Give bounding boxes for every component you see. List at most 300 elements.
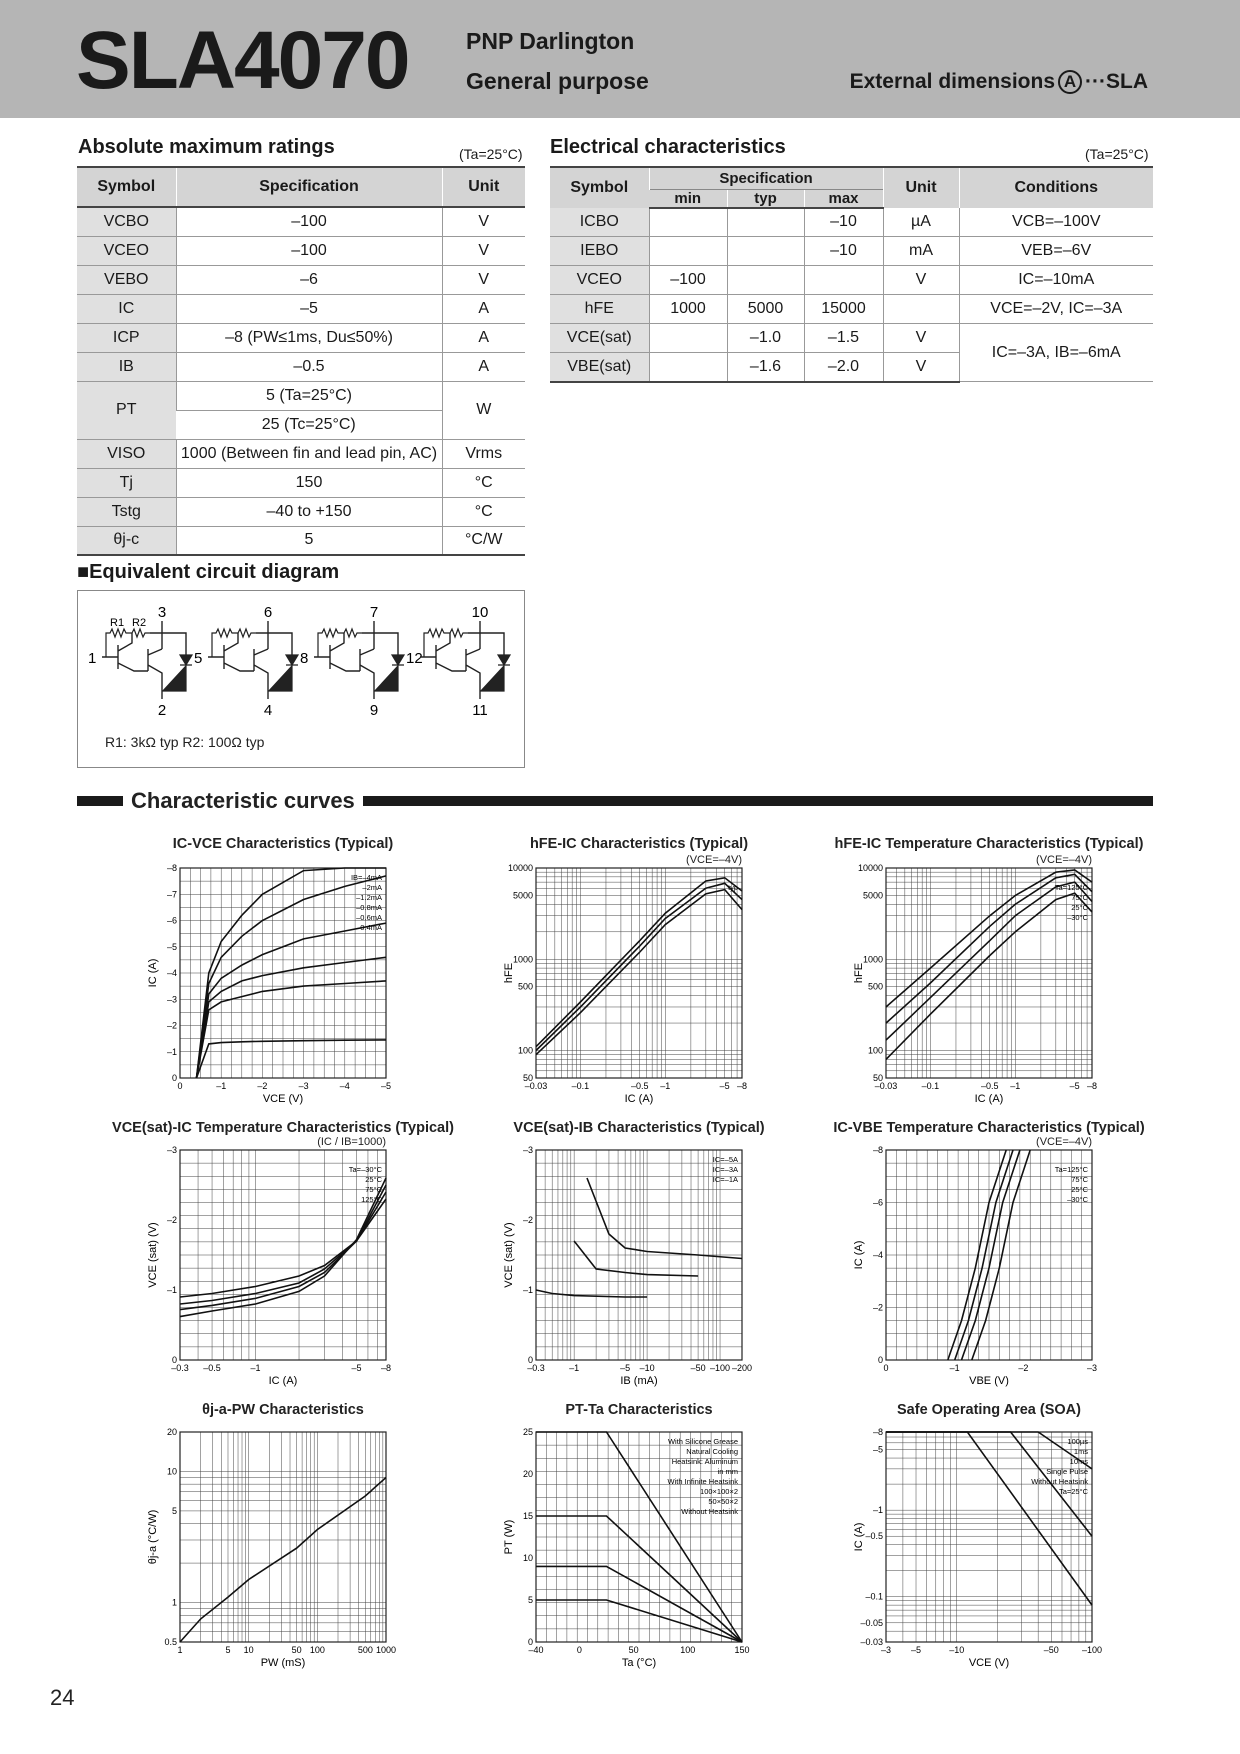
condition-cell: VEB=–6V	[959, 237, 1153, 266]
x-tick-label: –10	[639, 1363, 655, 1373]
y-tick-label: 0	[527, 1637, 533, 1647]
spec-cell: 25 (Tc=25°C)	[176, 410, 442, 439]
resistor-values-note: R1: 3kΩ typ R2: 100Ω typ	[105, 734, 265, 750]
symbol-cell: Tj	[77, 468, 176, 497]
x-tick-label: –3	[1086, 1363, 1098, 1373]
ele-header-symbol: Symbol	[550, 167, 649, 208]
chart-title: VCE(sat)-IB Characteristics (Typical)	[513, 1120, 765, 1136]
pin-label: 5	[194, 650, 203, 667]
chart-annotation: 25°C	[1071, 903, 1088, 912]
y-axis-label: PT (W)	[503, 1519, 515, 1555]
chart-plot	[853, 1427, 1103, 1669]
symbol-cell: VISO	[77, 439, 176, 468]
chart-annotation: –0.6mA	[356, 913, 382, 922]
darlington-unit	[300, 604, 404, 719]
symbol-cell: VCEO	[77, 236, 176, 265]
x-tick-label: –0.5	[630, 1081, 649, 1091]
y-tick-label: –4	[166, 968, 177, 978]
page-number: 24	[50, 1685, 75, 1710]
header-band	[0, 0, 1240, 118]
chart-plot	[853, 1145, 1098, 1387]
condition-cell: VCE=–2V, IC=–3A	[959, 295, 1153, 324]
chart-annotation: –0.8mA	[356, 903, 382, 912]
table-row	[550, 295, 1153, 324]
y-tick-label: 1000	[862, 954, 883, 965]
typ-cell: 5000	[727, 295, 804, 324]
external-dimensions-label: External dimensions	[849, 70, 1056, 93]
series-line	[180, 1192, 386, 1304]
chart-annotation: Ta=125°C	[1054, 1165, 1088, 1174]
r2-label: R2	[132, 617, 147, 629]
elec-char-table	[550, 166, 1153, 383]
max-cell: –10	[804, 237, 883, 266]
plot-frame	[886, 868, 1092, 1078]
y-tick-label: –5	[166, 941, 177, 952]
part-number: SLA4070	[76, 15, 409, 106]
x-tick-label: –0.3	[527, 1363, 545, 1373]
x-axis-label: IC (A)	[624, 1093, 654, 1105]
min-cell	[649, 353, 727, 382]
pin-label: 7	[369, 604, 379, 621]
y-tick-label: 500	[867, 981, 883, 992]
x-tick-label: –10	[949, 1645, 965, 1655]
unit-cell: V	[442, 236, 525, 265]
x-axis-label: VCE (V)	[262, 1093, 304, 1105]
chart-annotation: –1.2mA	[356, 893, 382, 902]
y-tick-label: 100	[867, 1045, 883, 1056]
y-tick-label: –2	[166, 1020, 177, 1031]
symbol-cell: θj-c	[77, 526, 176, 555]
chart-title: hFE-IC Characteristics (Typical)	[529, 836, 749, 852]
y-axis-label: IC (A)	[853, 1240, 865, 1270]
x-tick-label: 500	[357, 1645, 373, 1655]
chart-plot	[147, 1427, 397, 1669]
chart-annotation: Single Pulse	[1046, 1467, 1088, 1476]
chart-annotation: typ	[727, 883, 738, 892]
series-line	[536, 878, 742, 1047]
table-row	[77, 439, 525, 468]
x-tick-label: –100	[710, 1363, 731, 1373]
unit-cell: V	[442, 265, 525, 294]
y-tick-label: 25	[522, 1427, 533, 1437]
x-tick-label: 1	[177, 1645, 183, 1655]
y-axis-label: VCE (sat) (V)	[503, 1222, 515, 1288]
y-axis-label: VCE (sat) (V)	[147, 1222, 159, 1288]
x-axis-label: VCE (V)	[968, 1657, 1010, 1669]
y-tick-label: 5	[171, 1505, 177, 1516]
grid	[886, 1432, 1092, 1642]
resistor	[424, 629, 468, 657]
grid	[886, 868, 1092, 1078]
y-tick-label: 5000	[512, 890, 533, 901]
y-tick-label: 15	[522, 1511, 533, 1521]
y-axis-label: IC (A)	[147, 958, 159, 988]
x-tick-label: 100	[680, 1645, 696, 1655]
device-type: PNP Darlington	[466, 28, 635, 54]
chart-plot	[853, 863, 1098, 1105]
grid	[536, 1150, 742, 1360]
x-tick-label: 0	[576, 1645, 582, 1655]
table-row	[77, 294, 525, 323]
table-row	[550, 237, 1153, 266]
max-cell: –2.0	[804, 353, 883, 382]
y-tick-label: 1	[171, 1597, 177, 1608]
table-row	[77, 381, 525, 410]
symbol-cell: PT	[77, 381, 176, 439]
chart-annotation: Ta=125°C	[1054, 883, 1088, 892]
x-tick-label: –40	[528, 1645, 544, 1655]
x-tick-label: –8	[736, 1081, 748, 1091]
spec-cell: –100	[176, 207, 442, 236]
chart-annotation: 1ms	[1073, 1447, 1088, 1456]
table-row	[77, 352, 525, 381]
pin-label: 4	[263, 702, 273, 719]
pin-label: 1	[88, 650, 97, 667]
unit-cell: V	[883, 353, 959, 382]
chart-annotation: 125°C	[361, 1195, 382, 1204]
transistor-2	[466, 649, 480, 699]
min-cell: –100	[649, 266, 727, 295]
pin-label: 12	[406, 650, 423, 667]
series-line	[180, 1185, 386, 1310]
ele-header-max: max	[804, 189, 883, 208]
x-tick-label: –4	[339, 1081, 350, 1091]
chart-title: θj-a-PW Characteristics	[202, 1402, 364, 1418]
ele-header-conditions: Conditions	[959, 167, 1153, 208]
plot-frame	[886, 1432, 1092, 1642]
transistor-1	[420, 633, 466, 671]
series-line	[180, 1199, 386, 1297]
y-tick-label: –8	[872, 1145, 883, 1155]
spec-cell: 5 (Ta=25°C)	[176, 381, 442, 410]
condition-cell: VCB=–100V	[959, 208, 1153, 237]
symbol-cell: VEBO	[77, 265, 176, 294]
chart-condition: (VCE=–4V)	[1036, 854, 1092, 866]
x-tick-label: –1	[216, 1081, 227, 1091]
grid	[886, 1150, 1092, 1360]
max-cell: –1.5	[804, 324, 883, 353]
transistor-1	[208, 633, 254, 671]
x-tick-label: –8	[1086, 1081, 1098, 1091]
x-tick-label: –0.03	[524, 1081, 548, 1091]
symbol-cell: hFE	[550, 295, 649, 324]
y-tick-label: –0.05	[860, 1617, 883, 1628]
min-cell	[649, 324, 727, 353]
chart-plot	[503, 1427, 750, 1669]
y-tick-label: –1	[872, 1505, 883, 1516]
table-row	[550, 208, 1153, 237]
unit-cell: Vrms	[442, 439, 525, 468]
x-tick-label: 50	[291, 1645, 302, 1655]
x-axis-label: IC (A)	[268, 1375, 298, 1387]
x-tick-label: –3	[880, 1645, 892, 1655]
y-tick-label: 100	[517, 1045, 533, 1056]
table-row	[77, 236, 525, 265]
typ-cell	[727, 208, 804, 237]
y-tick-label: –0.03	[860, 1637, 883, 1647]
transistor-1	[314, 633, 360, 671]
series-line	[197, 1040, 387, 1078]
y-tick-label: –8	[166, 863, 177, 873]
elec-char-title: Electrical characteristics	[550, 136, 786, 158]
y-axis-label: θj-a (°C/W)	[147, 1509, 159, 1565]
x-axis-label: IB (mA)	[620, 1375, 658, 1387]
y-tick-label: 50	[872, 1073, 883, 1083]
ele-header-typ: typ	[727, 189, 804, 208]
x-tick-label: –1	[949, 1363, 960, 1373]
series-line	[180, 1178, 386, 1317]
circled-a-icon: A	[1058, 70, 1082, 94]
x-tick-label: 50	[628, 1645, 639, 1655]
x-tick-label: –100	[1081, 1645, 1103, 1655]
series-line	[886, 874, 1092, 1023]
abs-header-unit: Unit	[442, 167, 525, 207]
grid	[180, 1150, 386, 1360]
chart-plot	[147, 863, 392, 1105]
x-tick-label: –0.5	[203, 1363, 221, 1373]
y-tick-label: –1	[166, 1285, 177, 1295]
y-tick-label: –8	[872, 1427, 883, 1437]
series-line	[574, 1241, 698, 1276]
y-tick-label: –0.1	[865, 1591, 883, 1602]
chart-annotation: 75°C	[365, 1185, 382, 1194]
grid	[536, 868, 742, 1078]
y-tick-label: –2	[872, 1302, 883, 1313]
abs-max-table	[77, 166, 525, 556]
series-line	[180, 1478, 386, 1643]
unit-cell: A	[442, 323, 525, 352]
y-tick-label: –5	[872, 1444, 883, 1455]
pin-label: 8	[300, 650, 309, 667]
abs-max-condition: (Ta=25°C)	[459, 146, 523, 162]
spec-cell: –5	[176, 294, 442, 323]
grid	[180, 868, 386, 1078]
symbol-cell: ICBO	[550, 208, 649, 237]
unit-cell	[883, 295, 959, 324]
max-cell: 15000	[804, 295, 883, 324]
x-tick-label: –50	[690, 1363, 706, 1373]
y-tick-label: 0.5	[164, 1637, 177, 1647]
ele-header-min: min	[649, 189, 727, 208]
symbol-cell: Tstg	[77, 497, 176, 526]
diode	[162, 655, 192, 691]
chart-annotation: 25°C	[365, 1175, 382, 1184]
spec-cell: –8 (PW≤1ms, Du≤50%)	[176, 323, 442, 352]
x-tick-label: –5	[351, 1363, 362, 1373]
y-axis-label: IC (A)	[853, 1522, 865, 1552]
chart-annotation: –30°C	[1067, 1195, 1088, 1204]
max-cell	[804, 266, 883, 295]
spec-cell: 5	[176, 526, 442, 555]
x-tick-label: –1	[1010, 1081, 1021, 1091]
diode	[374, 655, 404, 691]
resistor	[106, 629, 150, 657]
x-tick-label: –1	[569, 1363, 580, 1373]
y-tick-label: –2	[522, 1215, 533, 1225]
max-cell: –10	[804, 208, 883, 237]
series-line	[587, 1178, 742, 1259]
ele-header-spec: Specification	[649, 167, 883, 189]
diode	[268, 655, 298, 691]
y-tick-label: –7	[166, 889, 177, 900]
unit-cell: V	[883, 324, 959, 353]
x-tick-label: 0	[883, 1363, 889, 1373]
y-tick-label: –3	[522, 1145, 533, 1155]
chart-annotation: Ta=25°C	[1058, 1487, 1088, 1496]
chart-title: IC-VCE Characteristics (Typical)	[172, 836, 394, 852]
table-row	[550, 266, 1153, 295]
x-tick-label: 1000	[375, 1645, 397, 1655]
symbol-cell: VCEO	[550, 266, 649, 295]
diode	[480, 655, 510, 691]
y-tick-label: –1	[166, 1046, 177, 1057]
typ-cell: –1.0	[727, 324, 804, 353]
symbol-cell: VCBO	[77, 207, 176, 236]
abs-header-symbol: Symbol	[77, 167, 176, 207]
ele-header-unit: Unit	[883, 167, 959, 208]
symbol-cell: IEBO	[550, 237, 649, 266]
circuit-diagram	[78, 591, 524, 721]
y-tick-label: –4	[872, 1250, 883, 1260]
x-tick-label: –0.3	[171, 1363, 189, 1373]
chart-annotation: –30°C	[1067, 913, 1088, 922]
table-row	[550, 324, 1153, 353]
chart-condition: (VCE=–4V)	[686, 854, 742, 866]
y-tick-label: 10	[522, 1553, 533, 1563]
y-tick-label: 5000	[862, 890, 883, 901]
chart-annotation: With Infinite Heatsink	[667, 1477, 738, 1486]
transistor-2	[360, 649, 374, 699]
abs-header-spec: Specification	[176, 167, 442, 207]
y-axis-label: hFE	[503, 962, 515, 984]
elec-char-condition: (Ta=25°C)	[1085, 146, 1149, 162]
x-tick-label: –5	[719, 1081, 730, 1091]
unit-cell: V	[883, 266, 959, 295]
unit-cell: °C/W	[442, 526, 525, 555]
unit-cell: mA	[883, 237, 959, 266]
spec-cell: –40 to +150	[176, 497, 442, 526]
condition-cell: IC=–10mA	[959, 266, 1153, 295]
min-cell	[649, 237, 727, 266]
unit-cell: °C	[442, 468, 525, 497]
y-tick-label: 50	[522, 1073, 533, 1083]
y-tick-label: 0	[527, 1355, 533, 1365]
y-axis-label: hFE	[853, 962, 865, 984]
chart-plot	[503, 1145, 753, 1387]
typ-cell	[727, 237, 804, 266]
condition-cell: IC=–3A, IB=–6mA	[959, 324, 1153, 382]
x-tick-label: –0.1	[921, 1081, 940, 1091]
y-tick-label: 5	[527, 1595, 533, 1605]
pin-label: 10	[471, 604, 489, 621]
y-tick-label: 0	[877, 1355, 883, 1365]
y-tick-label: –3	[166, 994, 177, 1005]
series-line	[886, 893, 1092, 1059]
y-tick-label: 500	[517, 981, 533, 992]
x-tick-label: –5	[1069, 1081, 1080, 1091]
typ-cell: –1.6	[727, 353, 804, 382]
x-tick-label: –200	[731, 1363, 753, 1373]
table-row	[77, 323, 525, 352]
darlington-unit	[88, 604, 192, 719]
chart-annotation: Heatsink: Aluminum	[671, 1457, 738, 1466]
series-line	[536, 890, 742, 1055]
chart-plot	[503, 863, 748, 1105]
plot-frame	[536, 868, 742, 1078]
x-tick-label: –50	[1043, 1645, 1059, 1655]
spec-cell: 1000 (Between fin and lead pin, AC)	[176, 439, 442, 468]
chart-plot	[147, 1145, 392, 1387]
pin-label: 11	[472, 702, 488, 719]
x-axis-label: Ta (°C)	[621, 1657, 657, 1669]
unit-cell: °C	[442, 497, 525, 526]
unit-cell: µA	[883, 208, 959, 237]
x-tick-label: –2	[257, 1081, 268, 1091]
chart-annotation: IC=–3A	[712, 1165, 738, 1174]
series-line	[886, 882, 1092, 1040]
spec-cell: –100	[176, 236, 442, 265]
pin-label: 2	[157, 702, 167, 719]
y-tick-label: –2	[166, 1215, 177, 1225]
table-row	[77, 526, 525, 555]
x-tick-label: –0.03	[874, 1081, 898, 1091]
x-tick-label: –0.5	[980, 1081, 999, 1091]
x-axis-label: PW (mS)	[260, 1657, 306, 1669]
x-tick-label: –5	[911, 1645, 922, 1655]
symbol-cell: IC	[77, 294, 176, 323]
x-tick-label: 10	[243, 1645, 254, 1655]
y-tick-label: 10	[166, 1466, 177, 1477]
table-row	[77, 468, 525, 497]
chart-annotation: Ta=–30°C	[348, 1165, 382, 1174]
y-tick-label: –6	[872, 1197, 883, 1208]
unit-cell: A	[442, 294, 525, 323]
abs-max-title: Absolute maximum ratings	[78, 136, 335, 158]
equivalent-circuit-title: ■Equivalent circuit diagram	[77, 561, 340, 583]
unit-cell: V	[442, 207, 525, 236]
chart-annotation: 25°C	[1071, 1185, 1088, 1194]
x-tick-label: –2	[1018, 1363, 1029, 1373]
x-axis-label: IC (A)	[974, 1093, 1004, 1105]
y-tick-label: –1	[522, 1285, 533, 1295]
pin-label: 3	[157, 604, 167, 621]
pin-label: 9	[369, 702, 379, 719]
symbol-cell: VCE(sat)	[550, 324, 649, 353]
darlington-unit	[406, 604, 510, 719]
x-tick-label: –0.1	[571, 1081, 590, 1091]
chart-annotation: 100×100×2	[700, 1487, 738, 1496]
chart-title: VCE(sat)-IC Temperature Characteristics (Typical)	[112, 1120, 454, 1136]
x-tick-label: –5	[380, 1081, 392, 1091]
y-tick-label: –6	[166, 915, 177, 926]
device-purpose: General purpose	[466, 68, 649, 94]
x-tick-label: –8	[380, 1363, 392, 1373]
x-tick-label: –5	[620, 1363, 631, 1373]
chart-condition: (VCE=–4V)	[1036, 1136, 1092, 1148]
series-line	[536, 1290, 647, 1297]
chart-annotation: –2mA	[362, 883, 382, 892]
transistor-1	[102, 633, 148, 671]
transistor-2	[254, 649, 268, 699]
x-tick-label: –1	[660, 1081, 671, 1091]
x-tick-label: 5	[225, 1645, 231, 1655]
y-tick-label: –3	[166, 1145, 177, 1155]
chart-annotation: 50×50×2	[708, 1497, 738, 1506]
table-row	[77, 265, 525, 294]
x-tick-label: –1	[250, 1363, 261, 1373]
y-tick-label: –0.5	[865, 1531, 883, 1542]
chart-annotation: 100µs	[1067, 1437, 1088, 1446]
